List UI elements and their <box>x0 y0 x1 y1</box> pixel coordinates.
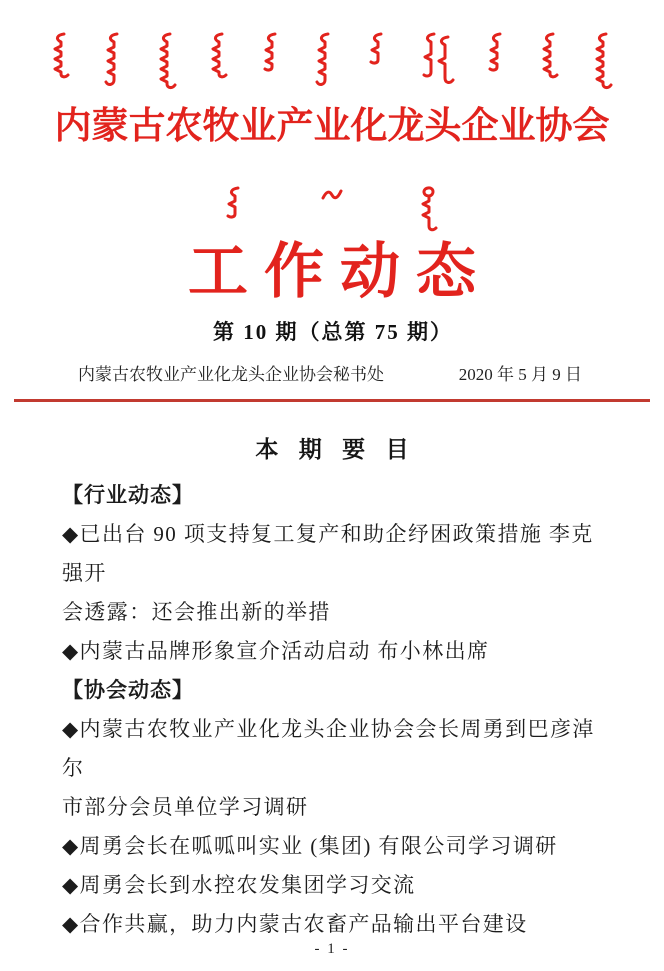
newsletter-title: 工作动态 <box>188 239 492 305</box>
mongolian-word-icon <box>419 186 439 234</box>
toc-item-line: 市部分会员单位学习调研 <box>62 795 309 819</box>
contents-heading: 本 期 要 目 <box>255 436 416 462</box>
toc-item-line: ◆已出台 90 项支持复工复产和助企纾困政策措施 李克强开 <box>62 522 594 585</box>
mongolian-word-icon <box>262 32 282 72</box>
mongolian-script-row-subtitle <box>0 186 664 234</box>
mongolian-word-icon <box>593 32 613 90</box>
contents-list <box>0 476 664 944</box>
page-number: - 1 - <box>314 941 350 957</box>
mongolian-word-icon <box>225 186 245 220</box>
toc-item-line: ◆周勇会长在呱呱叫实业 (集团) 有限公司学习调研 <box>62 834 558 858</box>
mongolian-word-icon <box>421 32 455 88</box>
mongolian-script-row-top <box>51 32 613 92</box>
mongolian-word-icon <box>540 32 560 80</box>
toc-item-line: ◆内蒙古农牧业产业化龙头企业协会会长周勇到巴彦淖尔 <box>62 717 595 780</box>
toc-section-heading: 【协会动态】 <box>62 679 194 702</box>
toc-item-line: 会透露：还会推出新的举措 <box>62 600 331 624</box>
mongolian-word-icon <box>104 32 124 87</box>
mongolian-word-icon <box>209 32 229 80</box>
mongolian-word-icon <box>51 32 71 80</box>
mongolian-word-icon <box>315 32 335 87</box>
toc-item-line: ◆内蒙古品牌形象宣介活动启动 布小林出席 <box>62 639 490 663</box>
publisher-row <box>0 362 664 388</box>
publish-date: 2020 年 5 月 9 日 <box>458 365 582 384</box>
red-divider-rule <box>14 399 650 402</box>
publisher-name: 内蒙古农牧业产业化龙头企业协会秘书处 <box>78 365 384 384</box>
org-title: 内蒙古农牧业产业化龙头企业协会 <box>54 106 610 147</box>
mongolian-word-icon <box>487 32 507 72</box>
mongolian-word-icon <box>321 186 343 202</box>
mongolian-word-icon <box>157 32 177 90</box>
toc-item-line: ◆周勇会长到水控农发集团学习交流 <box>62 873 416 897</box>
toc-section-heading: 【行业动态】 <box>62 484 194 507</box>
issue-number: 第 10 期（总第 75 期） <box>213 320 453 344</box>
mongolian-word-icon <box>368 32 388 66</box>
toc-item-line: ◆合作共赢，助力内蒙古农畜产品输出平台建设 <box>62 912 528 936</box>
